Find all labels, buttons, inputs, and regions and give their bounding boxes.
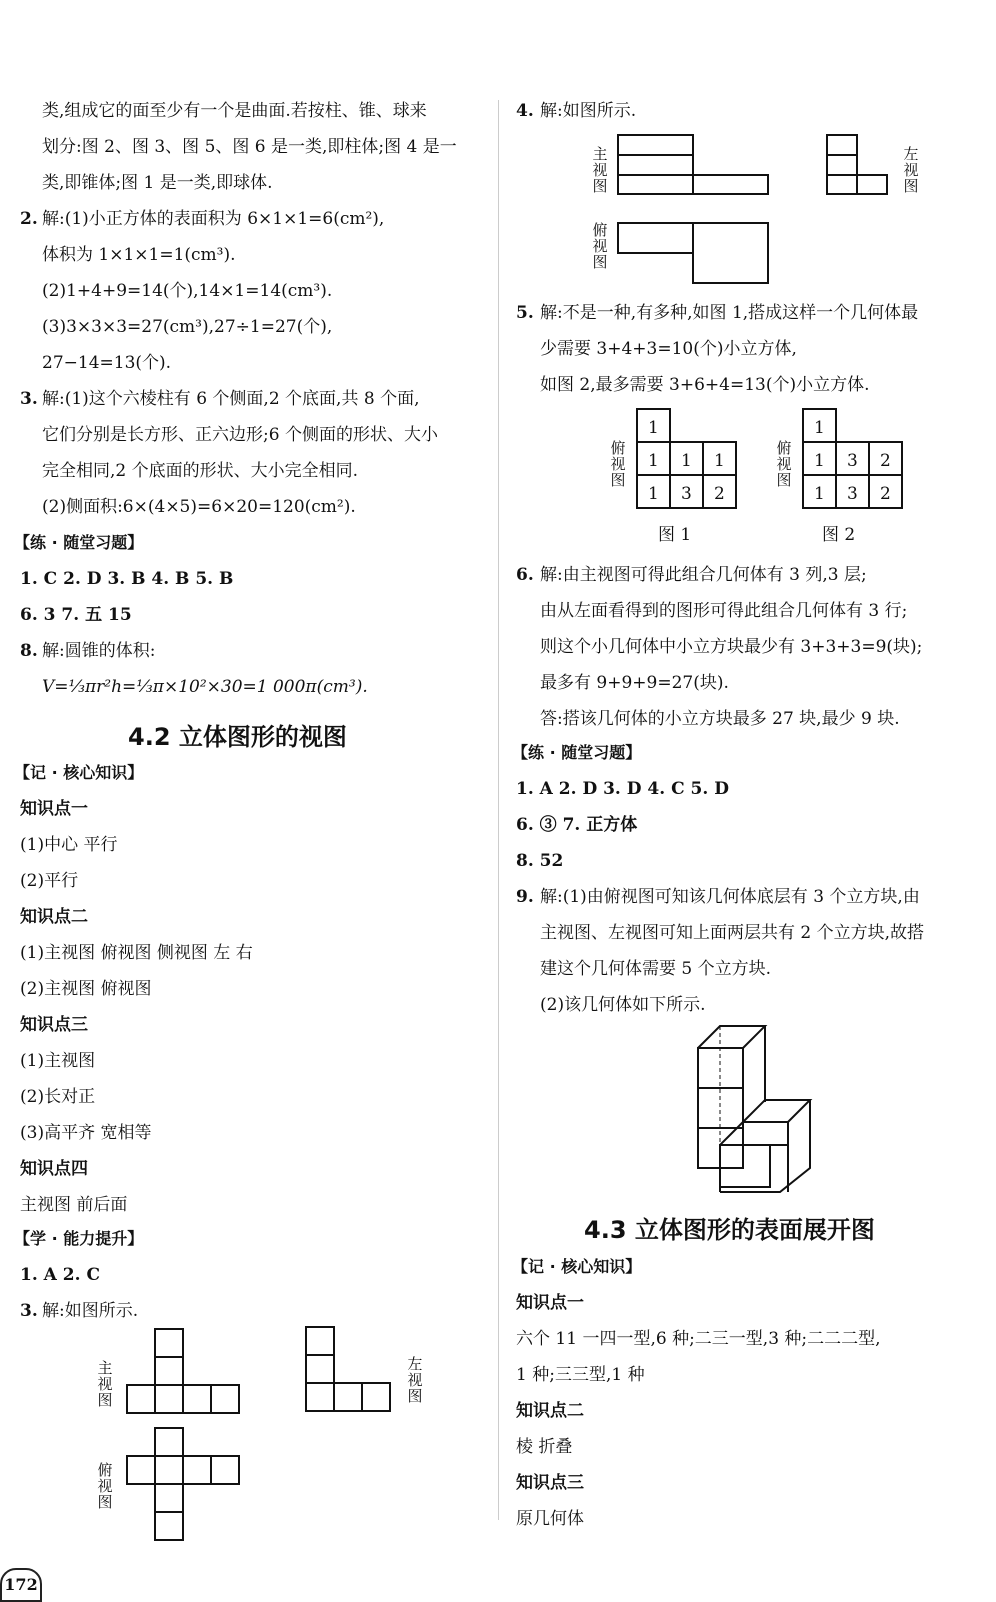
answer-line: 1. A 2. C bbox=[20, 1265, 100, 1285]
text-line: 体积为 1×1×1=1(cm³). bbox=[42, 245, 236, 265]
main-view-label: 主视图 bbox=[97, 1359, 113, 1409]
text-line: (2)长对正 bbox=[20, 1087, 96, 1107]
text-line: 主视图 前后面 bbox=[20, 1195, 128, 1215]
text-line: 解:(1)由俯视图可知该几何体底层有 3 个立方块,由 bbox=[540, 887, 920, 907]
answer-line: 1. C 2. D 3. B 4. B 5. B bbox=[20, 569, 234, 589]
top-view-label: 俯视图 bbox=[592, 221, 608, 271]
text-line: 如图 2,最多需要 3+6+4=13(个)小立方体. bbox=[540, 375, 870, 395]
text-line: 原几何体 bbox=[516, 1509, 584, 1529]
knowledge-point-title: 知识点三 bbox=[20, 1015, 88, 1035]
formula-line: V=⅓πr²h=⅓π×10²×30=1 000π(cm³). bbox=[42, 677, 368, 697]
knowledge-point-title: 知识点一 bbox=[20, 799, 88, 819]
text-line: (2)1+4+9=14(个),14×1=14(cm³). bbox=[42, 281, 333, 301]
text-line: 答:搭该几何体的小立方块最多 27 块,最少 9 块. bbox=[540, 709, 900, 729]
text-line: 完全相同,2 个底面的形状、大小完全相同. bbox=[42, 461, 359, 481]
text-line: 解:(1)小正方体的表面积为 6×1×1=6(cm²), bbox=[42, 209, 385, 229]
section-title: 4.2 立体图形的视图 bbox=[128, 723, 347, 751]
text-line: 则这个小几何体中小立方块最少有 3+3+3=9(块); bbox=[540, 637, 923, 657]
section-header: 【记 · 核心知识】 bbox=[512, 1257, 642, 1276]
text-line: 类,组成它的面至少有一个是曲面.若按柱、锥、球来 bbox=[42, 101, 427, 121]
text-line: 解:不是一种,有多种,如图 1,搭成这样一个几何体最 bbox=[540, 303, 919, 323]
text-line: 解:圆锥的体积: bbox=[42, 641, 156, 661]
text-line: 解:由主视图可得此组合几何体有 3 列,3 层; bbox=[540, 565, 867, 585]
section-header: 【练 · 随堂习题】 bbox=[14, 533, 144, 552]
text-line: (2)平行 bbox=[20, 871, 79, 891]
grid-cell: 1 bbox=[681, 451, 692, 471]
section-header: 【记 · 核心知识】 bbox=[14, 763, 144, 782]
question-number: 3. bbox=[20, 1301, 38, 1321]
grid-cell: 2 bbox=[880, 484, 891, 504]
text-line: 划分:图 2、图 3、图 5、图 6 是一类,即柱体;图 4 是一 bbox=[42, 137, 457, 157]
knowledge-point-title: 知识点四 bbox=[20, 1159, 88, 1179]
section-title: 4.3 立体图形的表面展开图 bbox=[584, 1216, 875, 1244]
question-number: 9. bbox=[516, 887, 534, 907]
text-line: (2)侧面积:6×(4×5)=6×20=120(cm²). bbox=[42, 497, 356, 517]
top-view-label: 俯视图 bbox=[776, 439, 792, 489]
text-line: 解:如图所示. bbox=[42, 1301, 139, 1321]
grid-cell: 1 bbox=[648, 418, 659, 438]
text-line: 建这个几何体需要 5 个立方块. bbox=[540, 959, 772, 979]
three-view-diagram-q4 bbox=[590, 125, 930, 290]
grid-cell: 3 bbox=[681, 484, 692, 504]
grid-cell: 2 bbox=[714, 484, 725, 504]
grid-cell: 1 bbox=[648, 451, 659, 471]
grid-cell: 3 bbox=[847, 484, 858, 504]
answer-line: 8. 52 bbox=[516, 851, 564, 871]
grid-cell: 1 bbox=[714, 451, 725, 471]
text-line: 最多有 9+9+9=27(块). bbox=[540, 673, 729, 693]
main-view-label: 主视图 bbox=[592, 145, 608, 195]
grid-cell: 1 bbox=[814, 418, 825, 438]
section-header: 【练 · 随堂习题】 bbox=[512, 743, 642, 762]
left-view-label: 左视图 bbox=[407, 1355, 423, 1405]
text-line: (1)中心 平行 bbox=[20, 835, 118, 855]
text-line: 1 种;三三型,1 种 bbox=[516, 1365, 645, 1385]
text-line: 少需要 3+4+3=10(个)小立方体, bbox=[540, 339, 797, 359]
page-number: 172 bbox=[0, 1568, 42, 1602]
grid-cell: 2 bbox=[880, 451, 891, 471]
question-number: 6. bbox=[516, 565, 534, 585]
knowledge-point-title: 知识点二 bbox=[516, 1401, 584, 1421]
text-line: 棱 折叠 bbox=[516, 1437, 573, 1457]
knowledge-point-title: 知识点二 bbox=[20, 907, 88, 927]
figure-caption: 图 1 bbox=[658, 525, 692, 545]
question-number: 4. bbox=[516, 101, 534, 121]
cube-solid-figure bbox=[680, 1020, 820, 1200]
text-line: 六个 11 一四一型,6 种;二三一型,3 种;二二二型, bbox=[516, 1329, 881, 1349]
text-line: (1)主视图 bbox=[20, 1051, 96, 1071]
text-line: 解:如图所示. bbox=[540, 101, 637, 121]
text-line: 解:(1)这个六棱柱有 6 个侧面,2 个底面,共 8 个面, bbox=[42, 389, 420, 409]
text-line: 它们分别是长方形、正六边形;6 个侧面的形状、大小 bbox=[42, 425, 438, 445]
text-line: 类,即锥体;图 1 是一类,即球体. bbox=[42, 173, 273, 193]
top-view-label: 俯视图 bbox=[610, 439, 626, 489]
grid-cell: 1 bbox=[648, 484, 659, 504]
question-number: 3. bbox=[20, 389, 38, 409]
text-line: (3)高平齐 宽相等 bbox=[20, 1123, 152, 1143]
answer-line: 6. ③ 7. 正方体 bbox=[516, 815, 638, 835]
text-line: (2)该几何体如下所示. bbox=[540, 995, 706, 1015]
grid-cell: 1 bbox=[814, 451, 825, 471]
grid-cell: 1 bbox=[814, 484, 825, 504]
text-line: 由从左面看得到的图形可得此组合几何体有 3 行; bbox=[540, 601, 908, 621]
answer-line: 6. 3 7. 五 15 bbox=[20, 605, 132, 625]
question-number: 5. bbox=[516, 303, 534, 323]
knowledge-point-title: 知识点一 bbox=[516, 1293, 584, 1313]
knowledge-point-title: 知识点三 bbox=[516, 1473, 584, 1493]
section-header: 【学 · 能力提升】 bbox=[14, 1229, 144, 1248]
text-line: 主视图、左视图可知上面两层共有 2 个立方块,故搭 bbox=[540, 923, 925, 943]
text-line: (1)主视图 俯视图 侧视图 左 右 bbox=[20, 943, 253, 963]
text-line: 27−14=13(个). bbox=[42, 353, 172, 373]
grid-cell: 3 bbox=[847, 451, 858, 471]
answer-line: 1. A 2. D 3. D 4. C 5. D bbox=[516, 779, 729, 799]
question-number: 8. bbox=[20, 641, 38, 661]
left-view-label: 左视图 bbox=[903, 145, 919, 195]
top-view-label: 俯视图 bbox=[97, 1461, 113, 1511]
column-divider bbox=[498, 100, 499, 1520]
text-line: (3)3×3×3=27(cm³),27÷1=27(个), bbox=[42, 317, 333, 337]
figure-caption: 图 2 bbox=[822, 525, 856, 545]
text-line: (2)主视图 俯视图 bbox=[20, 979, 152, 999]
question-number: 2. bbox=[20, 209, 38, 229]
